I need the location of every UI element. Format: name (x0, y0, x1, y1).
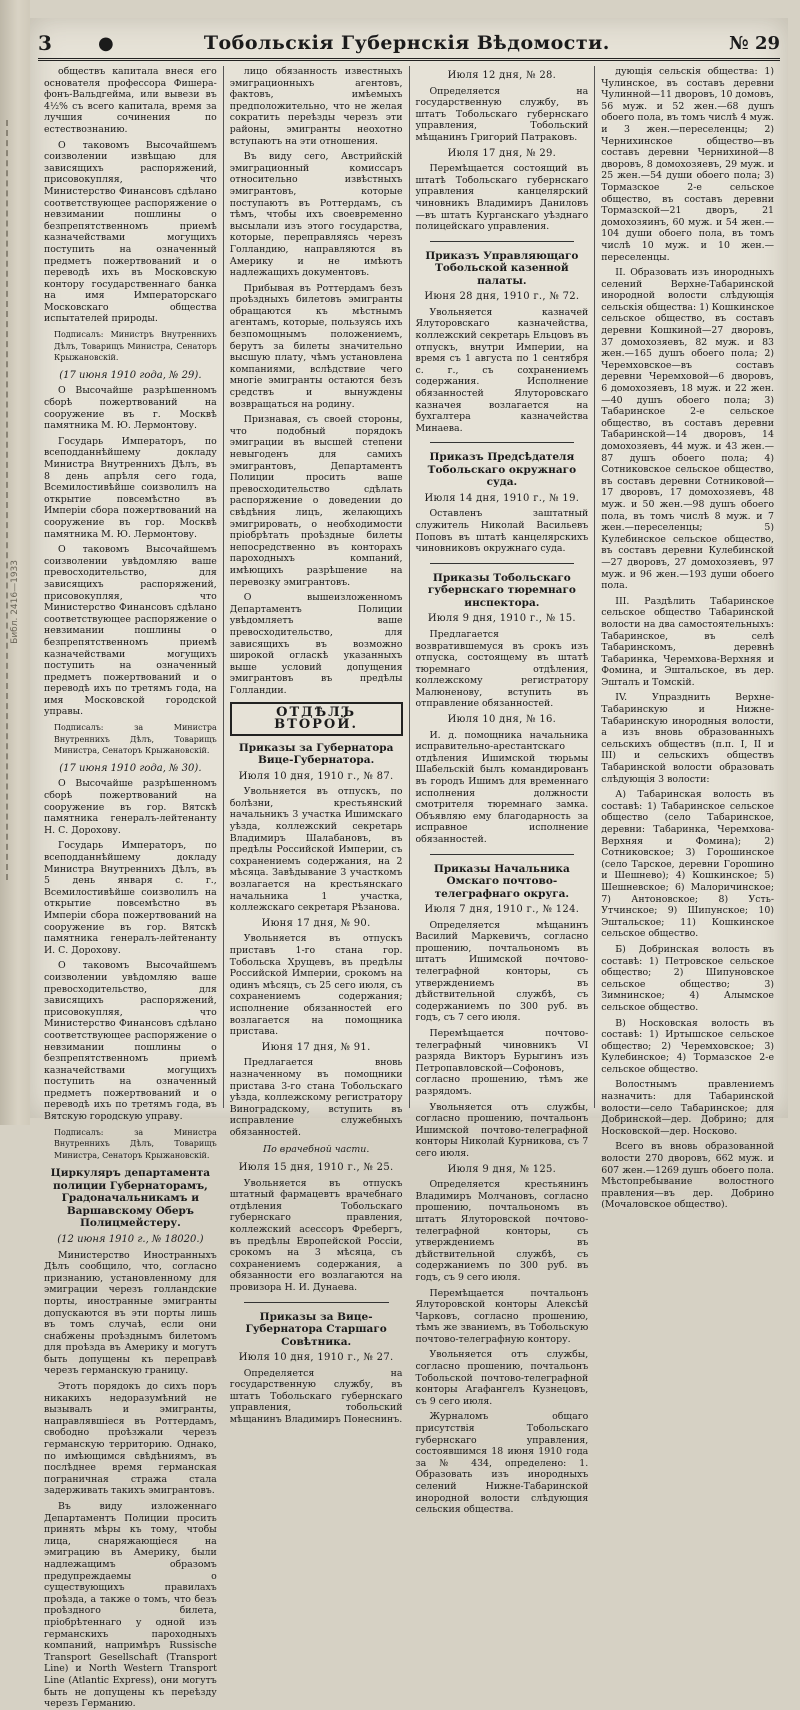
paragraph: Увольняется отъ службы, согласно прошению, почтальонъ Ишимской почтово-телеграфной конторы Николай Курникова, съ 7 сего июля. (415, 1101, 589, 1159)
paragraph: Определяется на государственную службу, въ штатъ Тобольскаго губернскаго управления, Тобольский мѣщанинъ Григорий Патраковъ. (415, 85, 589, 143)
column-1 (38, 66, 223, 1710)
paragraph: Увольняется въ отпускъ, по болѣзни, крестьянский начальникъ 3 участка Ишимскаго уѣзда, коллежский секретарь Владимиръ Шалабановъ, въ предѣлы Российской Империи, съ сохранениемъ содержания, на 2 мѣсяца. Завѣдывание 3 участкомъ возлагается на крестьянскаго начальника 1 участка, коллежскаго секретаря Рѣзанова. (229, 786, 403, 914)
ornament-dot-icon: ● (98, 32, 114, 54)
signature: Подписалъ: за Министра Внутреннихъ Дѣлъ, Товарищъ Министра, Сенаторъ Крыжановскій. (54, 1127, 217, 1160)
paragraph: О таковомъ Высочайшемъ соизволении увѣдомляю ваше превосходительство, для зависящихъ распоряжений, присовокупляя, что Министерство Финансовъ сдѣлано соответствующее распоряжение о невзимании пошлины о безпрепятственномъ приемѣ казначействами могущихъ поступить на означенный предметъ пожертвований и о переводѣ ихъ по третямъ года, въ Вятскую городскую управу. (44, 960, 217, 1123)
divider (430, 563, 575, 564)
page-binding (0, 0, 30, 1125)
paragraph: О таковомъ Высочайшемъ соизволении извѣщаю для зависящихъ распоряжений, присовокупляя, что Министерство Финансовъ сдѣлано соответствующее распоряжение о невзимании пошлины о безпрепятственномъ приемѣ казначействами могущихъ поступить на означенный предметъ пожертвований и о переводѣ ихъ въ Московскую контору государственнаго банка на имя Императорскаго Московскаго общества испытателей природы. (44, 139, 217, 325)
paragraph: Прибывая въ Роттердамъ безъ проѣздныхъ билетовъ эмигранты обращаются къ мѣстнымъ агентамъ, которые, пользуясь ихъ безпомощнымъ положениемъ, берутъ за билеты значительно высшую плату, чѣмъ установлена компаниями, вслѣдствие чего многіе эмигранты остаются безъ средствъ и вынуждены возвращаться на родину. (229, 282, 403, 410)
section-banner: ОТДѢЛЪ ВТОРОЙ. (230, 702, 403, 735)
paragraph: И. д. помощника начальника исправительно-арестантскаго отдѣления Ишимской тюрьмы Шабельскій былъ командированъ въ городъ Ишимъ для временнаго исполнения должности смотрителя тюремнаго замка. Объявляю ему благодарность за исправное исполнение обязанностей. (415, 729, 589, 845)
issue-number: № 29 (729, 32, 780, 54)
columns (38, 66, 780, 1710)
page-number: 3 (38, 31, 52, 55)
paragraph: Перемѣщается состоящий въ штатѣ Тобольскаго губернскаго управления канцелярский чиновникъ Владимиръ Даниловъ—въ штатъ Курганскаго уѣзднаго полицейскаго управления. (415, 163, 589, 233)
paragraph: Б) Добринская волость въ составѣ: 1) Петровское сельское общество; 2) Шипуновское сельское общество; 3) Зимнинское; 4) Алымское сельское общество. (601, 943, 774, 1013)
column-2 (223, 66, 409, 1426)
paragraph: Увольняется казначей Ялуторовскаго казначейства, коллежский секретарь Ельцовъ въ отпускъ, внутри Империи, на время съ 1 августа по 1 сентября с. г., съ сохранениемъ содержания. Исполнение обязанностей Ялуторовскаго казначея возлагается на бухгалтера казначейства Минаева. (415, 306, 589, 434)
order-date: Июня 17 дня, № 90. (261, 917, 371, 929)
paragraph: А) Табаринская волость въ составѣ: 1) Табаринское сельское общество (село Табаринское, деревни: Табаринка, Черемхова-Верхняя и Фомина); 2) Сотниковское; 3) Горошинское (село Тарское, деревни Горошино и Шешнево); 4) Кошкинское; 5) Шешневское; 6) Малоричинское; 7) Антоновское; 8) Усть-Утчинское; 9) Шипунское; 10) Эштальское; 11) Кошкинское сельское общество. (601, 789, 774, 940)
paragraph: О Высочайше разрѣшенномъ сборѣ пожертвований на сооружение въ г. Москвѣ памятника М. Ю. Лермонтову. (44, 385, 217, 432)
dateline: (17 июня 1910 года, № 29). (59, 369, 202, 381)
divider (244, 1302, 389, 1303)
paragraph: Въ виду изложеннаго Департаментъ Полиции просить принять мѣры къ тому, чтобы лица, снаряжающіеся на эмиграцию въ Америку, были надлежащимъ образомъ предупреждаемы о существующихъ правилахъ проѣзда, а также о томъ, что безъ проѣздного билета, пріобрѣтеннаго у одной изъ германскихъ пароходныхъ компаний, напримѣръ Russische Transport Gesellschaft (Transport Line) и North Western Transport Line (Atlantic Express), они могутъ быть не допущены къ переѣзду черезъ Германию. (44, 1501, 217, 1710)
paragraph: Волостнымъ правлениемъ назначить: для Табаринской волости—село Табаринское; для Добринской—дер. Добрино; для Носковской—дер. Носково. (601, 1079, 774, 1137)
paragraph: Государь Императоръ, по всеподданнѣйшему докладу Министра Внутреннихъ Дѣлъ, въ 8 день апрѣля сего года, Всемилостивѣйше соизволилъ на открытие повсемѣстно въ Имперіи сбора пожертвований на сооружение въ гор. Москвѣ памятника М. Ю. Лермонтову. (44, 435, 217, 540)
section-heading: Приказы Начальника Омскаго почтово-телеграфнаго округа. (433, 862, 570, 900)
dateline: (17 июня 1910 года, № 30). (59, 762, 202, 774)
order-date: Июля 7 дня, 1910 г., № 124. (424, 904, 580, 916)
paragraph: Въ виду сего, Австрийскій эмиграционный комиссаръ относительно извѣстныхъ эмигрантовъ, которые поступаютъ въ Роттердамъ, съ тѣмъ, чтобы ихъ своевременно высылали изъ этого государства, которые, переправляясь черезъ Голландию, направляются въ Америку и не имѣютъ надлежащихъ документовъ. (229, 151, 403, 279)
paragraph: обществъ капитала внеся его основателя профессора Фишера-фонъ-Вальдгейма, или вывези въ 4½% съ всего капитала, время за лучшия сочинения по естествознанию. (44, 66, 217, 135)
paragraph: Государь Императоръ, по всеподданнѣйшему докладу Министра Внутреннихъ Дѣлъ, въ 5 день января с. г., Всемилостивѣйше соизволилъ на открытие повсемѣстно въ Имперіи сбора пожертвований на сооружение въ гор. Вятскѣ памятника генералъ-лейтенанту И. С. Дорохову. (44, 840, 217, 956)
paragraph: О таковомъ Высочайшемъ соизволении увѣдомляю ваше превосходительство, для зависящихъ распоряжений, присовокупляя, что Министерство Финансовъ сдѣлано соответствующее распоряжение о невзимании пошлины о безпрепятственномъ приемѣ казначействами могущихъ поступить на означенный предметъ пожертвований и о переводѣ ихъ по третямъ года, на имя Московской городской управы. (44, 544, 217, 718)
paragraph: IV. Упразднить Верхне-Табаринскую и Нижне-Табаринскую инородныя волости, а изъ вновь образованныхъ сельскихъ обществъ (п.п. I, II и III) и сельскихъ обществъ Табаринской волости образовать слѣдующія 3 волости: (601, 692, 774, 785)
order-date: Июля 10 дня, 1910 г., № 87. (238, 770, 394, 782)
order-date: Июля 9 дня, 1910 г., № 15. (427, 613, 576, 625)
section-heading: Приказы Тобольскаго губернскаго тюремнаго инспектора. (427, 571, 576, 609)
paragraph: О вышеизложенномъ Департаментъ Полиции увѣдомляетъ ваше превосходительство, для зависящихъ въ возможно широкой огласкѣ указанныхъ выше условий допущения эмигрантовъ въ предѣлы Голландии. (229, 592, 403, 696)
dateline: (12 июня 1910 г., № 18020.) (57, 1233, 204, 1245)
paragraph: Определяется крестьянинъ Владимиръ Молчановъ, согласно прошению, почтальономъ въ штатъ Ялуторовской почтово-телеграфной конторы, съ утверждениемъ въ дѣйствительной службѣ, съ содержаниемъ по 300 руб. въ годъ, съ 9 сего июля. (415, 1179, 589, 1283)
order-date: Июня 28 дня, 1910 г., № 72. (424, 291, 580, 303)
order-date: Июля 17 дня, № 29. (447, 147, 557, 159)
paragraph: О Высочайше разрѣшенномъ сборѣ пожертвований на сооружение въ гор. Вятскѣ памятника генералъ-лейтенанту Н. С. Дорохову. (44, 778, 217, 836)
signature: Подписалъ: за Министра Внутреннихъ Дѣлъ, Товарищъ Министра, Сенаторъ Крыжановскій. (54, 723, 217, 756)
signature: Подписалъ: Министръ Внутреннихъ Дѣлъ, Товарищъ Министра, Сенаторъ Крыжановскій. (54, 330, 217, 363)
subsection-label: По врачебной части. (262, 1144, 370, 1156)
section-heading: Приказы за Губернатора Вице-Губернатора. (238, 741, 394, 767)
order-date: Июля 15 дня, 1910 г., № 25. (238, 1162, 394, 1174)
binding-stitch-line (6, 120, 8, 880)
paragraph: Министерство Иностранныхъ Дѣлъ сообщило, что, согласно признанию, установленному для эмиграции черезъ голландские порты, иностранные эмигранты допускаются въ эти порты лишь въ томъ случаѣ, если они снабжены проѣзднымъ билетомъ для проѣзда въ Америку и могутъ быть допущены къ переправѣ черезъ германскую границу. (44, 1249, 217, 1377)
paragraph: Определяется мѣщанинъ Василий Маркевичъ, согласно прошению, почтальономъ въ штатъ Ишимской почтово-телеграфной конторы, съ утверждениемъ въ дѣйствительной службѣ, съ содержаниемъ по 300 руб. въ годъ, съ 7 сего июля. (415, 919, 589, 1024)
order-date: Июля 10 дня, 1910 г., № 27. (238, 1352, 394, 1364)
section-heading: Приказы за Вице-Губернатора Старшаго Совѣтника. (245, 1310, 387, 1348)
paragraph: Перемѣщается почтово-телеграфный чиновникъ VI разряда Викторъ Бурыгинъ изъ Петропавловской—Софоновъ, согласно прошению, тѣмъ же разрядомъ. (415, 1028, 589, 1097)
paragraph: дующія сельскія общества: 1) Чулинское, въ составъ деревни Чулинной—11 дворовъ, 10 домовъ, 56 муж. и 52 жен.—68 душъ обоего пола, въ томъ числѣ 4 муж. и 3 жен.—переселенцы; 2) Чернихинское общество—въ составъ деревни Чернихиной—8 дворовъ, 8 домохозяевъ, 29 муж. и 25 жен.—54 души обоего пола; 3) Тормазское 2-е сельское общество, въ составъ деревни Тормазской—21 дворъ, 21 домохозяинъ, 60 муж. и 54 жен.—104 души обоего пола, въ томъ числѣ 10 муж. и 10 жен.—переселенцы. (601, 66, 774, 263)
paragraph: Этотъ порядокъ до сихъ поръ никакихъ недоразумѣний не вызывалъ и эмигранты, направлявшіеся въ Роттердамъ, свободно проѣзжали черезъ германскую территорию. Однако, по имѣющимся свѣдѣниямъ, въ послѣднее время германская пограничная стража стала задерживать такихъ эмигрантовъ. (44, 1381, 217, 1497)
paragraph: Увольняется въ отпускъ приставъ 1-го стана гор. Тобольска Хрущевъ, въ предѣлы Российской Империи, срокомъ на одинъ мѣсяцъ, съ 25 сего июля, съ сохранениемъ содержания; исполнение обязанностей его возлагается на помощника пристава. (229, 933, 403, 1038)
masthead (38, 28, 780, 61)
column-3 (409, 66, 595, 1516)
column-4 (594, 66, 780, 1211)
paragraph: Журналомъ общаго присутствія Тобольскаго губернскаго управления, состоявшимся 18 июня 1910 года за № 434, определено: 1. Образовать изъ инородныхъ селений Нижне-Табаринской инородной волости слѣдующия сельския общества. (415, 1411, 589, 1516)
section-heading: Приказъ Управляющаго Тобольской казенной палаты. (425, 249, 579, 287)
newspaper-title: Тобольскія Губернскія Вѣдомости. (203, 32, 610, 54)
paragraph: Признавая, съ своей стороны, что подобный порядокъ эмиграции въ высшей степени невыгоденъ для самихъ эмигрантовъ, Департаментъ Полиции просить ваше превосходительство сдѣлать распоряжение о доведении до свѣдѣния лицъ, желающихъ эмигрировать, о необходимости пріобрѣтать проѣздные билеты непосредственно въ конторахъ пароходныхъ компаний, имѣющихъ разрѣшение на перевозку эмигрантовъ. (229, 414, 403, 588)
order-date: Июля 10 дня, № 16. (447, 714, 557, 726)
divider (430, 854, 575, 855)
order-date: Июля 12 дня, № 28. (447, 70, 557, 81)
library-stamp: Библ. 2416—1933 (10, 560, 20, 644)
paragraph: Определяется на государственную службу, въ штатъ Тобольскаго губернскаго управления, тобольский мѣщанинъ Владимиръ Понеснинъ. (229, 1367, 403, 1426)
section-heading: Приказъ Предсѣдателя Тобольскаго окружнаго суда. (427, 451, 577, 489)
paragraph: Увольняется отъ службы, согласно прошению, почтальонъ Тобольской почтово-телеграфной конторы Агафангелъ Кузнецовъ, съ 9 сего июля. (415, 1349, 589, 1407)
paragraph: лицо обязанность известныхъ эмиграционныхъ агентовъ, фактовъ, имѣемыхъ предположительно, что не желая сократить переѣзды черезъ эти районы, эмигранты неохотно вступаютъ на эти отношения. (229, 66, 403, 147)
section-heading: Циркуляръ департамента полиции Губернаторамъ, Градоначальникамъ и Варшавскому Оберъ Полицмейстеру. (50, 1167, 211, 1230)
paragraph: Предлагается вновь назначенному въ помощники пристава 3-го стана Тобольскаго уѣзда, коллежскому регистратору Виноградскому, вступить въ исправление служебныхъ обязанностей. (229, 1057, 403, 1138)
order-date: Июля 14 дня, 1910 г., № 19. (424, 492, 580, 504)
paragraph: Всего въ вновь образованной волости 270 дворовъ, 662 муж. и 607 жен.—1269 душъ обоего пола. Мѣстопребывание волостного правления—въ дер. Добрино (Мочаловское общество). (601, 1141, 774, 1211)
newspaper-page (30, 18, 788, 1710)
order-date: Июля 9 дня, № 125. (447, 1163, 557, 1175)
paragraph: В) Носковская волость въ составѣ: 1) Иртышское сельское общество; 2) Черемховское; 3) Кулебинское; 4) Тормазское 2-е сельское общество. (601, 1017, 774, 1075)
order-date: Июня 17 дня, № 91. (261, 1041, 371, 1053)
paragraph: Перемѣщается почтальонъ Ялуторовской конторы Алексѣй Чарковъ, согласно прошению, тѣмъ же званиемъ, въ Тобольскую почтово-телеграфную контору. (415, 1287, 589, 1345)
paragraph: Увольняется въ отпускъ штатный фармацевтъ врачебнаго отдѣления Тобольскаго губернскаго правления, коллежский асессоръ Фребергъ, въ предѣлы Европейской Россіи, срокомъ на 3 мѣсяца, съ сохранениемъ содержания, а обязанности его возлагаются на провизора Н. И. Дунаева. (229, 1177, 403, 1293)
divider (430, 442, 575, 443)
paragraph: Предлагается возвратившемуся въ срокъ изъ отпуска, состоящему въ штатѣ тюремнаго отдѣления, коллежскому регистратору Малюненову, вступить въ отправление обязанностей. (415, 628, 589, 710)
divider (430, 241, 575, 242)
paragraph: II. Образовать изъ инородныхъ селений Верхне-Табаринской инородной волости слѣдующія сельскія общества: 1) Кошкинское сельское общество, въ составъ деревни Кошкиной—27 дворовъ, 37 домохозяевъ, 82 муж. и 83 жен.—165 душъ обоего пола; 2) Черемховское—въ составъ деревни Черемховой—6 дворовъ, 6 домохозяевъ, 18 муж. и 22 жен.—40 душъ обоего пола; 3) Табаринское 2-е сельское общество, въ составъ деревни Табаринской—14 дворовъ, 14 домохозяевъ, 44 муж. и 43 жен.—87 душъ обоего пола; 4) Сотниковское сельское общество, въ составъ деревни Сотниковой—17 дворовъ, 17 домохозяевъ, 48 муж. и 50 жен.—98 душъ обоего пола, въ томъ числѣ 8 муж. и 7 жен.—переселенцы; 5) Кулебинское сельское общество, въ составъ деревни Кулебинской—27 дворовъ, 27 домохозяевъ, 97 муж. и 96 жен.—193 души обоего пола. (601, 267, 774, 592)
paragraph: III. Раздѣлить Табаринское сельское общество Табаринской волости на два самостоятельныхъ: Табаринское, въ селѣ Табаринскомъ, деревнѣ Табаринка, Черемхова-Верхняя и Фомина, и Эштальское, въ дер. Эшталъ и Томскій. (601, 595, 774, 688)
paragraph: Оставленъ заштатный служитель Николай Васильевъ Поповъ въ штатѣ канцелярскихъ чиновниковъ окружнаго суда. (415, 508, 589, 555)
